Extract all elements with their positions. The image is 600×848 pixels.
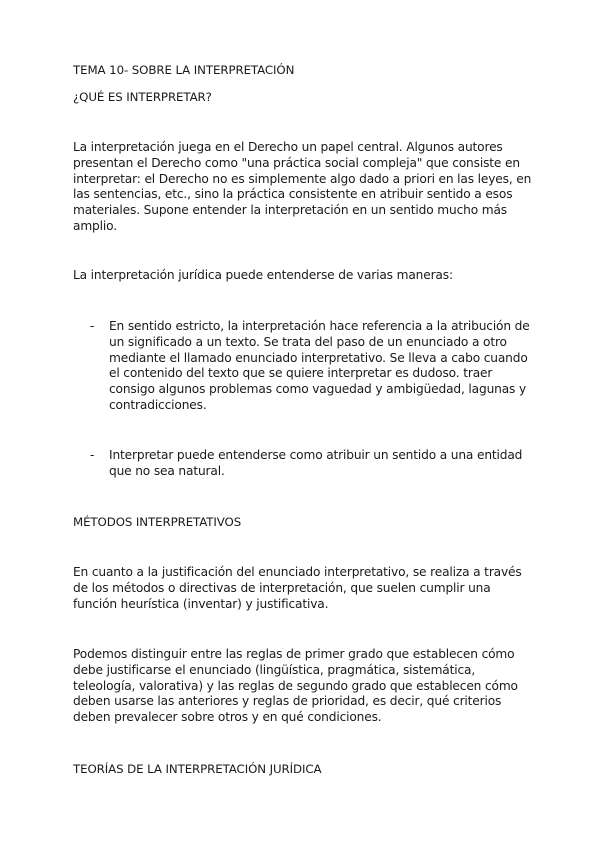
paragraph-justificacion: En cuanto a la justificación del enunciado interpretativo, se realiza a través de los métodos o directivas de interpretación, que suelen cumplir una función heurística (inventar) y justificativa. xyxy=(73,565,522,611)
section-heading-metodos: MÉTODOS INTERPRETATIVOS xyxy=(73,515,242,529)
bullet-text: En sentido estricto, la interpretación hace referencia a la atribución de un significado a un texto. Se trata del paso de un enunciado a otro mediante el llamado enunciado interpretativo. Se lleva a cabo cuando el contenido del texto que se quiere interpretar es dudoso. traer consigo algunos problemas como vaguedad y ambigüedad, lagunas y contradicciones. xyxy=(109,319,530,412)
section-heading-que-es-interpretar: ¿QUÉ ES INTERPRETAR? xyxy=(73,90,212,104)
bullet-dash: - xyxy=(90,319,95,333)
bullet-list-first xyxy=(90,319,535,414)
paragraph-interpretacion-derecho: La interpretación juega en el Derecho un papel central. Algunos autores presentan el Derecho como "una práctica social compleja" que consiste en interpretar: el Derecho no es simplemente algo dado a priori en las leyes, en las sentencias, etc., sino la práctica consistente en atribuir sentido a esos materiales. Supone entender la interpretación en un sentido mucho más amplio. xyxy=(73,140,532,233)
bullet-list-second xyxy=(90,448,535,480)
document-title: TEMA 10- SOBRE LA INTERPRETACIÓN xyxy=(73,63,295,77)
bullet-dash: - xyxy=(90,448,95,462)
bullet-text: Interpretar puede entenderse como atribuir un sentido a una entidad que no sea natural. xyxy=(109,448,523,478)
list-item xyxy=(90,319,535,414)
paragraph-reglas: Podemos distinguir entre las reglas de primer grado que establecen cómo debe justificarse el enunciado (lingüística, pragmática, sistemática, teleología, valorativa) y las reglas de segundo grado que establecen cómo deben usarse las anteriores y reglas de prioridad, es decir, qué criterios deben prevalecer sobre otros y en qué condiciones. xyxy=(73,647,518,725)
list-item xyxy=(90,448,535,480)
section-heading-teorias: TEORÍAS DE LA INTERPRETACIÓN JURÍDICA xyxy=(73,762,322,776)
paragraph-maneras: La interpretación jurídica puede entenderse de varias maneras: xyxy=(73,268,453,282)
